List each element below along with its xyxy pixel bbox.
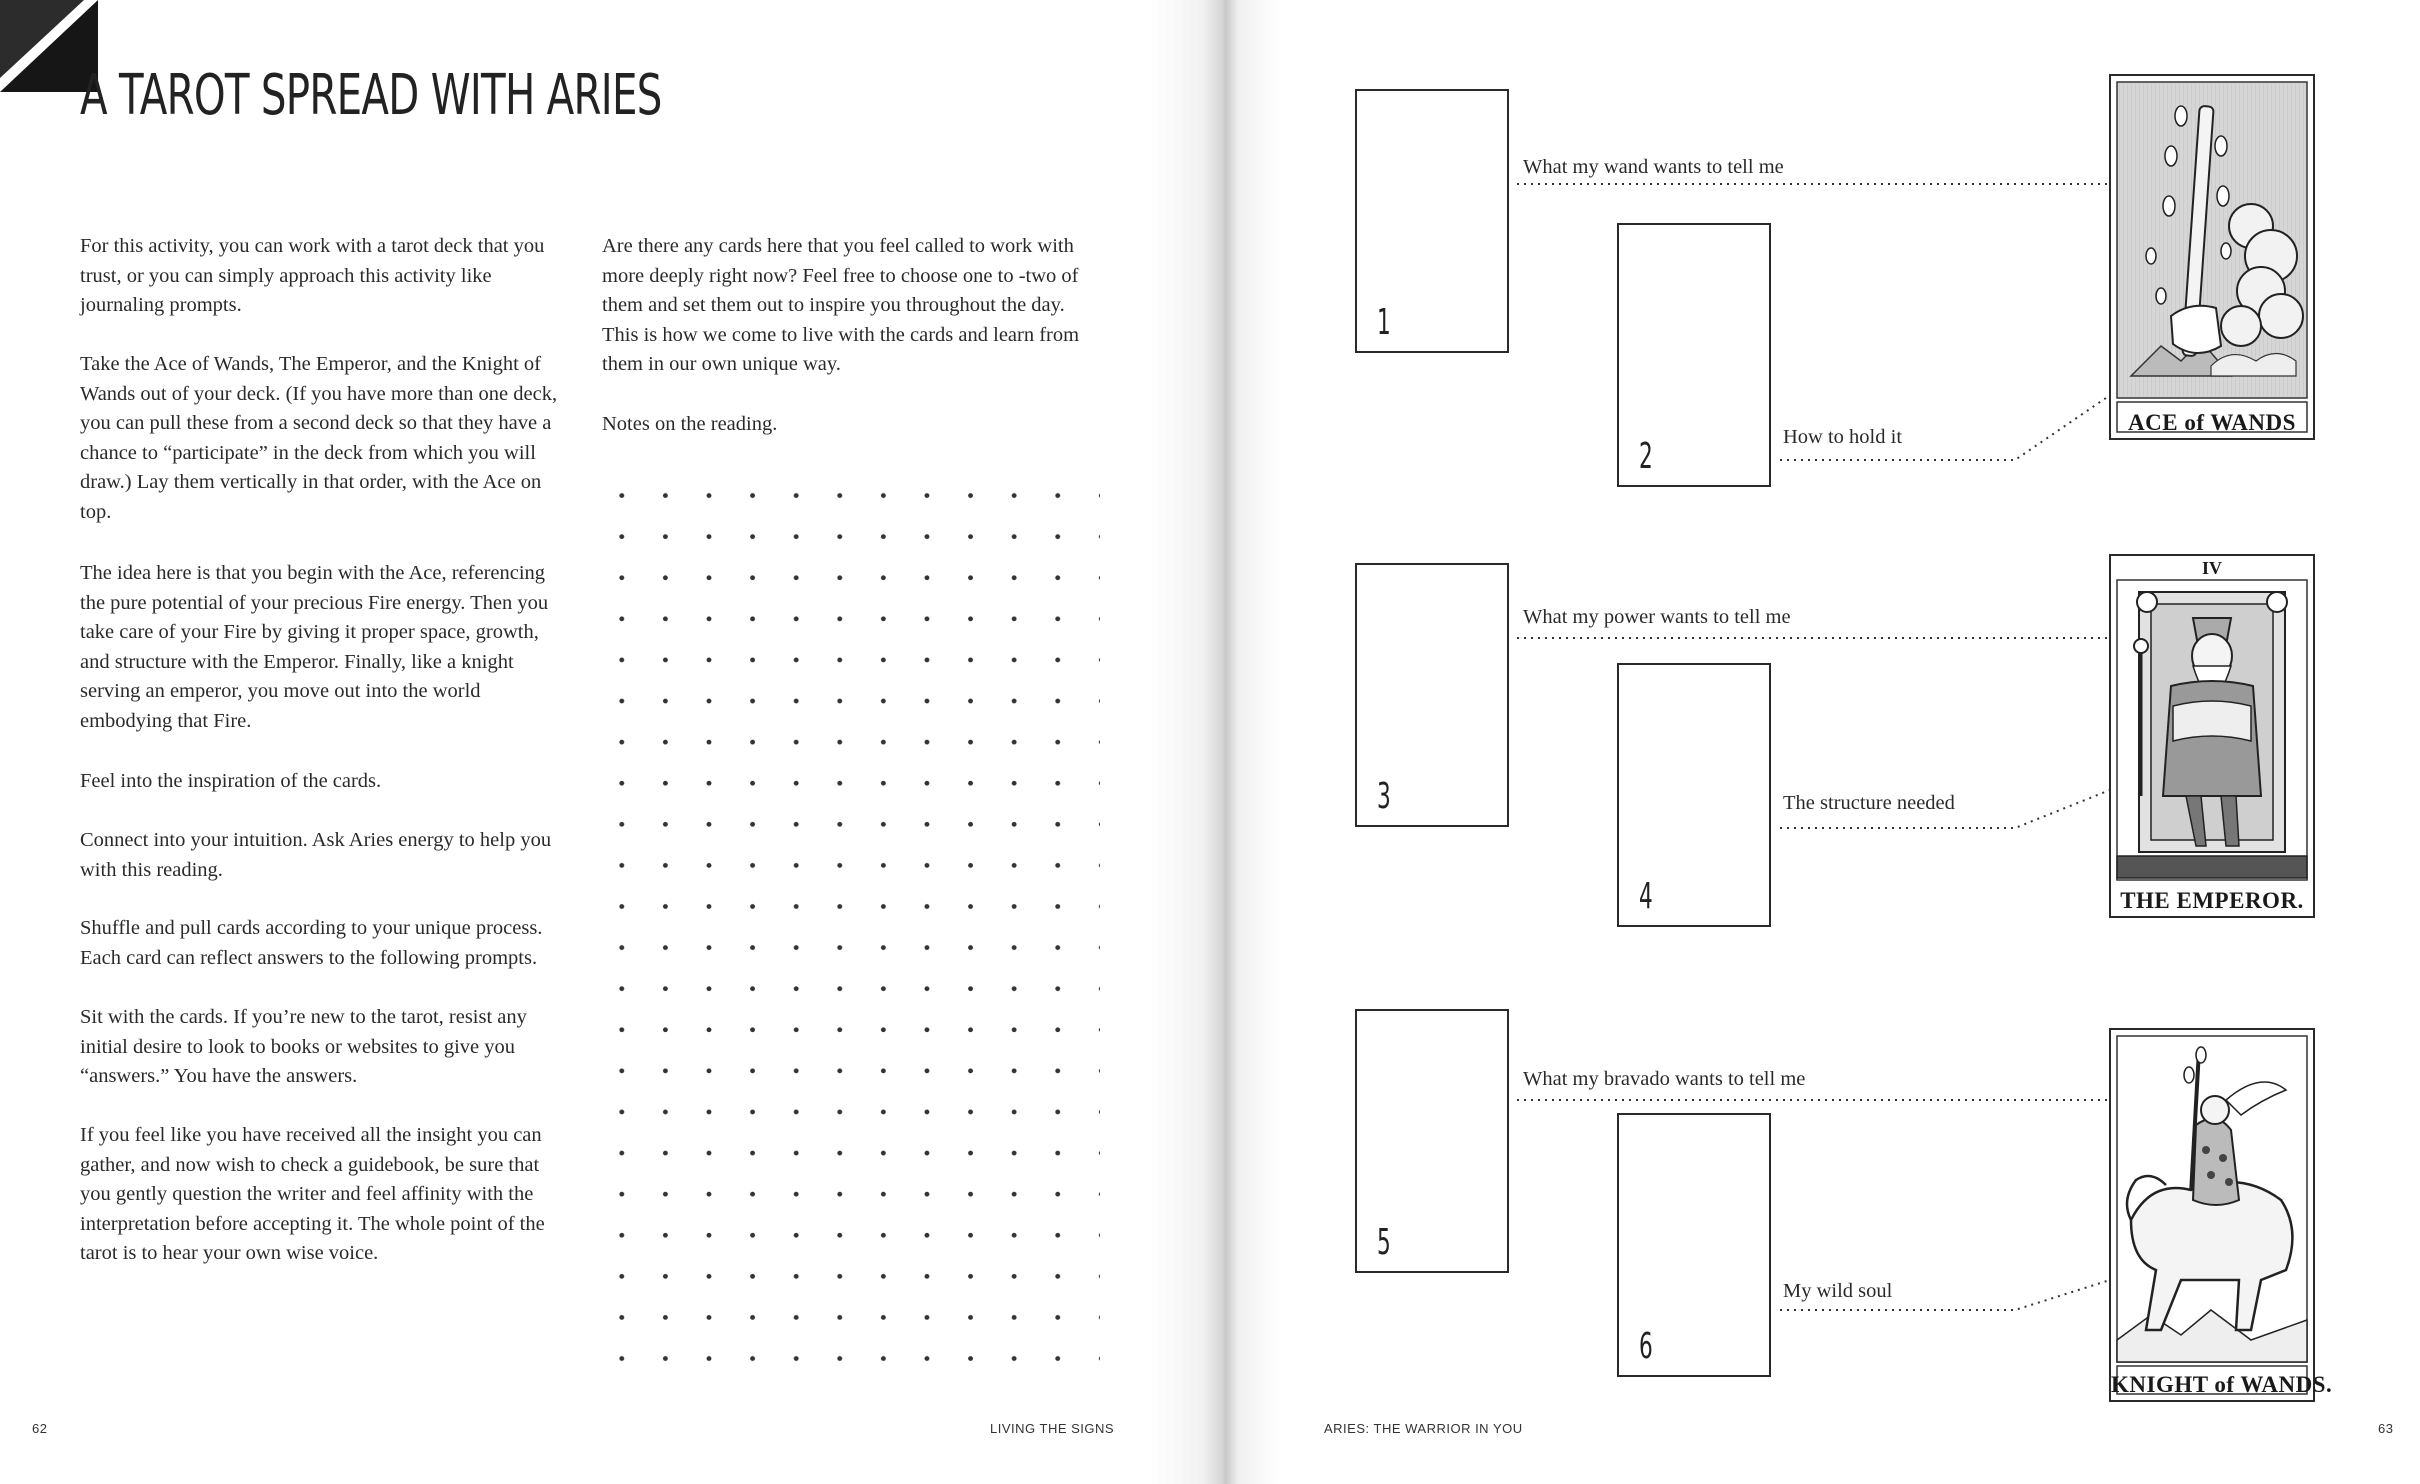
prompt-4: The structure needed: [1783, 792, 1955, 814]
emperor-illustration: [2111, 556, 2313, 916]
paragraph-called: Are there any cards here that you feel called to work with more deeply right now? Feel free to choose one to -two of them and set them out to inspire you throughout the day. This is how we come to live with the cards and learn from them in our own unique way.: [602, 235, 1080, 375]
spread-card-slot-6[interactable]: [1617, 1113, 1771, 1377]
card-number: 3: [1377, 776, 1391, 817]
knight-of-wands-illustration: [2111, 1030, 2333, 1400]
tarot-card-name: ACE of WANDS: [2128, 410, 2296, 435]
page-title: A TAROT SPREAD WITH ARIES: [80, 63, 662, 128]
tarot-card-name: KNIGHT of WANDS.: [2111, 1372, 2333, 1397]
page-number-left: 62: [32, 1421, 48, 1436]
paragraph-idea: The idea here is that you begin with the Ace, referencing the pure potential of your precious Fire energy. Then you take care of your Fire by giving it proper space, growth, and structure with the Emperor. Finally, like a knight serving an emperor, you move out into the world embodying that Fire.: [80, 562, 549, 732]
spread-card-slot-3[interactable]: [1355, 563, 1509, 827]
card-number: 4: [1639, 876, 1653, 917]
spread-card-slot-1[interactable]: [1355, 89, 1509, 353]
running-head-right: ARIES: THE WARRIOR IN YOU: [1324, 1421, 1523, 1436]
paragraph-connect: Connect into your intuition. Ask Aries energy to help you with this reading.: [80, 829, 552, 881]
tarot-card-ace-of-wands: [2109, 74, 2315, 440]
tarot-card-the-emperor: [2109, 554, 2315, 918]
ace-of-wands-illustration: [2111, 76, 2313, 438]
paragraph-take-cards: Take the Ace of Wands, The Emperor, and the Knight of Wands out of your deck. (If you have more than one deck, you can pull these from a second deck so that they have a chance to “participate” in the deck from which you will draw.) Lay them vertically in that order, with the Ace on top.: [80, 353, 558, 523]
prompt-1: What my wand wants to tell me: [1523, 156, 1784, 178]
prompt-3: What my power wants to tell me: [1523, 606, 1791, 628]
right-page: [1215, 0, 2420, 1484]
tarot-card-name: THE EMPEROR.: [2120, 888, 2304, 913]
paragraph-guidebook: If you feel like you have received all the insight you can gather, and now wish to check a guidebook, be sure that you gently question the writer and feel affinity with the interpretation before accepting it. The whole point of the tarot is to hear your own wise voice.: [80, 1124, 545, 1264]
spread-card-slot-4[interactable]: [1617, 663, 1771, 927]
paragraph-intro: For this activity, you can work with a tarot deck that you trust, or you can simply approach this activity like journaling prompts.: [80, 235, 545, 316]
running-head-left: LIVING THE SIGNS: [990, 1421, 1115, 1436]
book-gutter-shadow: [1150, 0, 1280, 1484]
notes-heading: Notes on the reading.: [602, 413, 778, 435]
prompt-2: How to hold it: [1783, 426, 1903, 448]
paragraph-shuffle: Shuffle and pull cards according to your unique process. Each card can reflect answers to the following prompts.: [80, 917, 543, 969]
prompt-6: My wild soul: [1783, 1280, 1893, 1302]
page-curl-fold: [0, 0, 84, 78]
card-number: 5: [1377, 1222, 1391, 1263]
spread-card-slot-2[interactable]: [1617, 223, 1771, 487]
spread-card-slot-5[interactable]: [1355, 1009, 1509, 1273]
card-number: 2: [1639, 436, 1653, 477]
card-number: 6: [1639, 1326, 1653, 1367]
page-number-right: 63: [2378, 1421, 2394, 1436]
prompt-5: What my bravado wants to tell me: [1523, 1068, 1806, 1090]
paragraph-feel: Feel into the inspiration of the cards.: [80, 770, 382, 792]
tarot-card-knight-of-wands: [2109, 1028, 2333, 1402]
paragraph-sit: Sit with the cards. If you’re new to the tarot, resist any initial desire to look to books or websites to give you “answers.” You have the answers.: [80, 1006, 527, 1087]
card-number: 1: [1377, 302, 1391, 343]
notes-dot-grid[interactable]: [600, 475, 1100, 1395]
tarot-card-roman-numeral: IV: [2201, 558, 2222, 578]
